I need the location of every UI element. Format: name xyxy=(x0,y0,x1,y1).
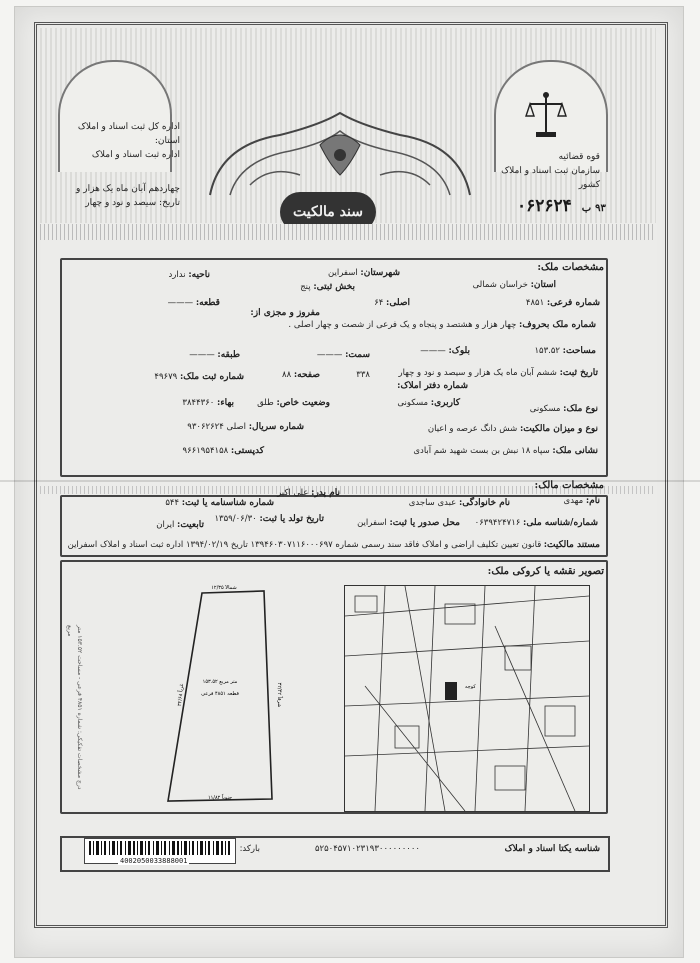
section-label: ناحیه: xyxy=(188,270,210,280)
district-value: پنج xyxy=(300,282,311,292)
issue-field xyxy=(330,518,460,528)
plan-side-right: شرقاً ۳۲/۴۲ xyxy=(276,682,282,708)
id-field xyxy=(124,498,274,508)
name-value: مهدی xyxy=(563,496,584,506)
book-value: ۳۳۸ xyxy=(356,370,370,380)
id-value: ۵۴۴ xyxy=(165,498,180,508)
serial-no-field xyxy=(124,422,304,432)
city-value: اسفراین xyxy=(328,268,358,278)
separated-label: مفروز و مجزی از: xyxy=(250,308,320,318)
serial-value: ۰۶۲۶۲۴ xyxy=(517,196,572,216)
main-value: ۶۴ xyxy=(374,298,384,308)
section-value: ندارد xyxy=(168,270,186,280)
serial-series: ۹۳ xyxy=(595,203,606,214)
left-date xyxy=(60,182,180,210)
barcode-number: 4002050033888001 xyxy=(120,857,188,865)
main-label: اصلی: xyxy=(386,298,410,308)
section-field xyxy=(150,270,210,280)
postal-label: کدپستی: xyxy=(230,446,264,456)
tracking-number: ۵۲۵۰۴۵۷۱۰۲۳۱۹۳۰۰۰۰۰۰۰۰۰ xyxy=(314,844,420,854)
type-value: مسکونی xyxy=(529,404,561,414)
issue-value: اسفراین xyxy=(357,518,387,528)
piece-label: قطعه: xyxy=(195,298,220,308)
area-value: ۱۵۳.۵۲ xyxy=(534,346,560,356)
area-field xyxy=(480,346,596,356)
restore-label: شماره ملک بحروف: xyxy=(519,320,596,330)
barcode-label: بارکد: xyxy=(239,844,260,854)
price-field xyxy=(124,398,234,408)
father-value: علی اکبر xyxy=(277,488,309,498)
special-label: وضعیت خاص: xyxy=(276,398,330,408)
address-label: نشانی ملک: xyxy=(552,446,598,456)
family-value: عبدی ساجدی xyxy=(408,498,457,508)
left-date-words-2: سیصد و نود و چهار xyxy=(85,198,157,208)
side-value: ——— xyxy=(316,350,343,360)
issue-label: محل صدور یا ثبت: xyxy=(389,518,460,528)
side-field xyxy=(280,350,370,360)
restore-field xyxy=(140,320,596,330)
special-field xyxy=(240,398,330,408)
plan-side-top: شمالاً ۱۲/۳۵ xyxy=(211,585,237,591)
floor-label: طبقه: xyxy=(217,350,240,360)
side-label: سمت: xyxy=(345,350,370,360)
postal-value: ۹۶۶۱۹۵۴۱۵۸ xyxy=(182,446,229,456)
page-value: ۸۸ xyxy=(282,370,292,380)
nation-label: تابعیت: xyxy=(177,520,204,530)
birth-label: تاریخ تولد یا ثبت: xyxy=(259,514,324,524)
serial-number xyxy=(517,196,606,216)
owner-section-label: مشخصات مالک: xyxy=(534,480,604,491)
doc-field xyxy=(67,540,600,550)
block-field xyxy=(390,346,470,356)
plan-side-bottom: جنوباً ۱۱/۸۲ xyxy=(207,795,233,801)
right-header-text xyxy=(500,150,600,192)
separated-field xyxy=(250,308,320,318)
price-label: بهاء: xyxy=(217,398,234,408)
reg-date-label: تاریخ ثبت: xyxy=(559,368,598,378)
header-ornament xyxy=(200,105,480,205)
nation-value: ایران xyxy=(156,520,175,530)
district-field xyxy=(260,282,355,292)
left-province-label: استان: xyxy=(154,136,180,146)
scales-of-justice-icon xyxy=(524,90,568,142)
family-label: نام خانوادگی: xyxy=(458,498,510,508)
nation-field xyxy=(124,520,204,530)
address-value: سپاه ۱۸ نبش بن بست شهید شم آبادی xyxy=(413,446,550,456)
piece-field xyxy=(150,298,220,308)
block-value: ——— xyxy=(420,346,446,356)
doc-label: مستند مالکیت: xyxy=(543,540,600,550)
plan-section-label: تصویر نقشه یا کروکی ملک: xyxy=(487,566,604,577)
reg-no-label: شماره ثبت ملک: xyxy=(179,372,244,382)
plan-center-1: ۱۵۳.۵۲ متر مربع xyxy=(202,679,238,685)
id-label: شماره شناسنامه یا ثبت: xyxy=(181,498,274,508)
left-date-label: تاریخ: xyxy=(159,198,180,208)
block-label: بلوک: xyxy=(448,346,470,356)
floor-value: ——— xyxy=(189,350,215,360)
reg-date-value: ششم آبان ماه یک هزار و سیصد و نود و چهار xyxy=(398,368,557,378)
father-field xyxy=(240,488,340,498)
family-field xyxy=(330,498,510,508)
doc-value: قانون تعیین تکلیف اراضی و املاک فاقد سند رسمی شماره ۱۳۹۴۶۰۳۰۷۱۱۶۰۰۰۶۹۷ تاریخ ۱۳۹۴/۰۲/۱۹ اداره ثبت اسناد و املاک اسفراین xyxy=(67,540,542,550)
book-field xyxy=(386,381,468,391)
book-label: شماره دفتر املاک: xyxy=(397,381,468,391)
plan-center-2: قطعه ۴۸۵۱ فرعی xyxy=(201,691,239,697)
usage-label: کاربری: xyxy=(430,398,460,408)
reg-no-value: ۴۹۶۷۹ xyxy=(154,372,178,382)
province-value: خراسان شمالی xyxy=(472,280,528,290)
address-field xyxy=(380,446,598,456)
national-label: شماره/شناسه ملی: xyxy=(523,518,598,528)
special-value: طلق xyxy=(257,398,274,408)
province-label: استان: xyxy=(530,280,556,290)
right-org-2: سازمان ثبت اسناد و املاک کشور xyxy=(501,166,600,190)
serial-letter: ب xyxy=(581,203,592,214)
location-map xyxy=(344,585,590,812)
left-office: اداره ثبت اسناد و املاک xyxy=(91,150,180,160)
header-band xyxy=(40,224,656,240)
main-field xyxy=(330,298,410,308)
right-org-1: قوه قضائیه xyxy=(558,152,600,162)
usage-field xyxy=(340,398,460,408)
ownership-field xyxy=(380,424,598,434)
restore-value: چهار هزار و هشتصد و پنجاه و یک فرعی از شصت و چهار اصلی . xyxy=(288,320,517,330)
plan-side-note: درج مشخصات تفکیکی: شماره ۴۸۵۱ فرعی - مساحت ۱۵۳.۵۲ متر مربع xyxy=(66,625,83,790)
sub-number-value: ۴۸۵۱ xyxy=(525,298,545,308)
national-field xyxy=(470,518,598,528)
left-title: اداره کل ثبت اسناد و املاک xyxy=(77,122,180,132)
left-header-text xyxy=(56,120,180,162)
district-label: بخش ثبتی: xyxy=(313,282,355,292)
serial-no-label: شماره سریال: xyxy=(248,422,304,432)
property-section-label: مشخصات ملک: xyxy=(537,262,604,273)
book-value-wrap xyxy=(330,370,370,380)
name-field xyxy=(540,496,600,506)
piece-value: ——— xyxy=(167,298,194,308)
area-label: مساحت: xyxy=(562,346,596,356)
serial-no-value: اصلی ۹۳۰۶۲۶۲۴ xyxy=(187,422,246,432)
ownership-value: شش دانگ عرصه و اعیان xyxy=(427,424,518,434)
name-label: نام: xyxy=(585,496,600,506)
city-field xyxy=(300,268,400,278)
father-label: نام پدر: xyxy=(311,488,340,498)
postal-field xyxy=(124,446,264,456)
type-label: نوع ملک: xyxy=(563,404,598,414)
floor-field xyxy=(150,350,240,360)
ownership-label: نوع و میزان مالکیت: xyxy=(519,424,598,434)
page-field xyxy=(260,370,320,380)
national-value: ۰۶۳۹۴۲۴۷۱۶ xyxy=(474,518,521,528)
city-label: شهرستان: xyxy=(360,268,400,278)
page-label: صفحه: xyxy=(293,370,320,380)
plan-side-left: غرباً ۳۲/۶۸ xyxy=(176,683,186,707)
type-field xyxy=(480,404,598,414)
province-field xyxy=(396,280,556,290)
usage-value: مسکونی xyxy=(397,398,429,408)
birth-field xyxy=(214,514,324,524)
parcel-marker xyxy=(445,682,457,700)
deed-title: سند مالکیت xyxy=(280,192,376,232)
left-date-words-1: چهاردهم آبان ماه یک هزار و xyxy=(76,184,180,194)
birth-value: ۱۳۵۹/۰۶/۳۰ xyxy=(214,514,257,524)
reg-date-field xyxy=(380,368,598,378)
price-value: ۳۸۴۴۳۶۰ xyxy=(182,398,215,408)
map-drawing xyxy=(345,586,589,811)
map-street-label: کوچه xyxy=(465,684,476,690)
tracking-label xyxy=(430,844,600,854)
sub-number-field xyxy=(470,298,600,308)
sub-number-label: شماره فرعی: xyxy=(546,298,600,308)
parcel-plan xyxy=(160,585,290,805)
reg-no-field xyxy=(124,372,244,382)
tracking-label-text: شناسه یکتا اسناد و املاک xyxy=(504,844,600,854)
